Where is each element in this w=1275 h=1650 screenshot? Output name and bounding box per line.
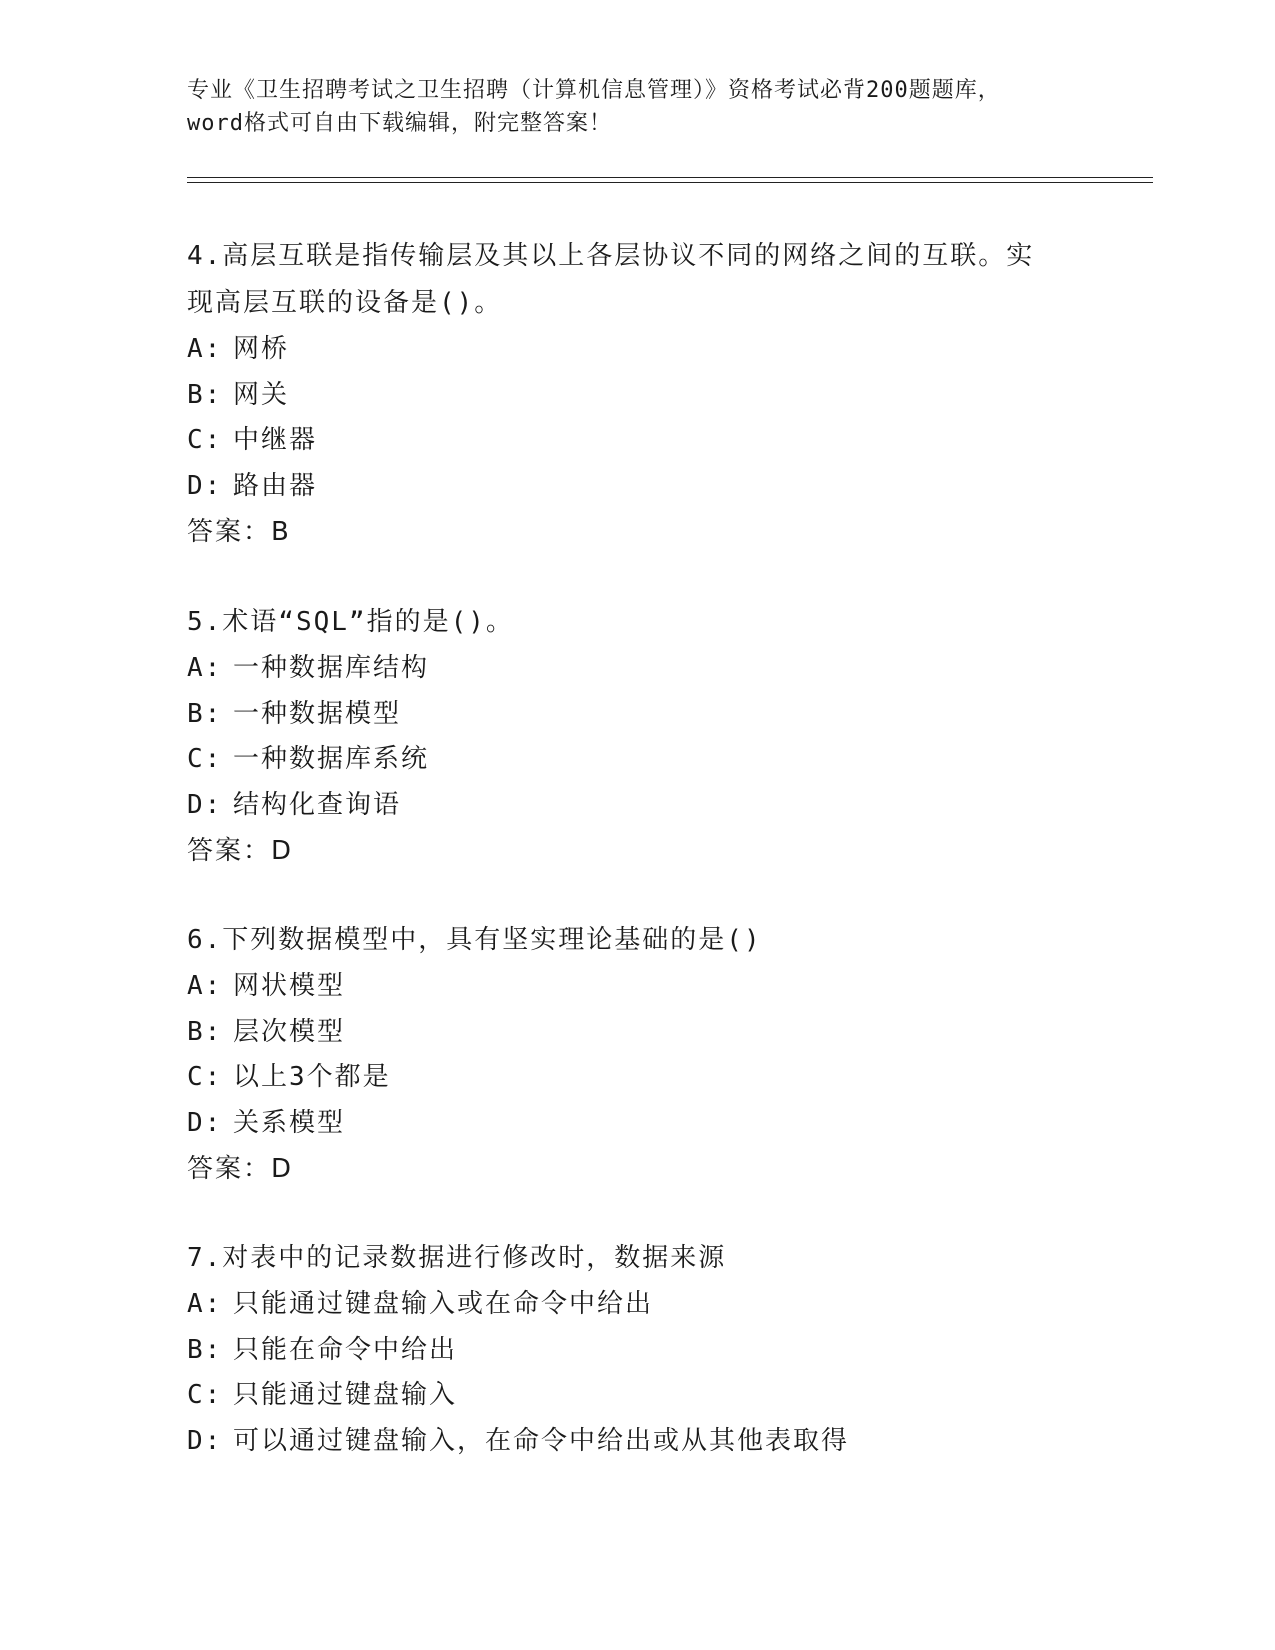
question-4: [187, 233, 1087, 555]
option-key: A:: [187, 334, 223, 364]
option-c: [187, 1055, 1087, 1101]
option-text: 网关: [233, 379, 290, 410]
option-key: A:: [187, 971, 223, 1001]
option-text: 路由器: [233, 470, 318, 501]
option-text: 关系模型: [233, 1107, 346, 1138]
option-a: [187, 327, 1087, 373]
question-stem: [187, 917, 1087, 964]
option-text: 可以通过键盘输入，在命令中给出或从其他表取得: [233, 1425, 850, 1456]
option-c: [187, 1373, 1087, 1419]
option-key: C:: [187, 425, 223, 455]
option-text: 中继器: [233, 425, 318, 455]
question-stem: [187, 1235, 1087, 1282]
option-text: 结构化查询语: [233, 789, 402, 820]
option-b: [187, 373, 1087, 419]
question-stem: [187, 599, 1087, 646]
question-stem-line: 4.高层互联是指传输层及其以上各层协议不同的网络之间的互联。实: [187, 241, 1035, 271]
option-text: 只能通过键盘输入或在命令中给出: [233, 1289, 654, 1319]
option-key: D:: [187, 470, 223, 501]
question-7: [187, 1235, 1087, 1464]
answer-line: 答案：B: [187, 517, 291, 547]
option-b: [187, 1328, 1087, 1374]
option-d: [187, 1101, 1087, 1147]
question-stem: [187, 233, 1087, 327]
header-divider-bottom: [187, 182, 1153, 183]
document-header: [187, 74, 1087, 140]
header-line-1: 专业《卫生招聘考试之卫生招聘（计算机信息管理）》资格考试必背200题题库，: [187, 78, 1001, 103]
option-key: B:: [187, 1334, 223, 1365]
option-b: [187, 1010, 1087, 1056]
header-divider-top: [187, 177, 1153, 178]
option-key: D:: [187, 1425, 223, 1456]
option-c: [187, 737, 1087, 783]
option-key: A:: [187, 1289, 223, 1319]
option-text: 网桥: [233, 334, 290, 364]
answer-line: 答案：D: [187, 1154, 294, 1184]
option-d: [187, 783, 1087, 829]
answer-line: 答案：D: [187, 836, 294, 866]
option-key: D:: [187, 1107, 223, 1138]
option-b: [187, 692, 1087, 738]
option-text: 只能通过键盘输入: [233, 1380, 458, 1410]
option-key: B:: [187, 1016, 223, 1047]
option-d: [187, 464, 1087, 510]
question-stem-line: 5.术语“SQL”指的是()。: [187, 607, 514, 637]
option-key: B:: [187, 379, 223, 410]
question-5: [187, 599, 1087, 874]
option-text: 层次模型: [233, 1016, 346, 1047]
option-key: D:: [187, 789, 223, 820]
option-a: [187, 646, 1087, 692]
option-text: 一种数据库系统: [233, 744, 430, 774]
option-c: [187, 418, 1087, 464]
question-stem-line: 7.对表中的记录数据进行修改时，数据来源: [187, 1243, 727, 1273]
option-text: 一种数据模型: [233, 698, 402, 729]
option-a: [187, 964, 1087, 1010]
question-stem-line: 6.下列数据模型中，具有坚实理论基础的是(): [187, 925, 762, 955]
option-key: C:: [187, 744, 223, 774]
option-d: [187, 1419, 1087, 1465]
header-line-2: word格式可自由下载编辑，附完整答案！: [187, 111, 612, 136]
option-key: C:: [187, 1062, 223, 1092]
option-text: 一种数据库结构: [233, 653, 430, 683]
option-key: C:: [187, 1380, 223, 1410]
option-a: [187, 1282, 1087, 1328]
option-text: 网状模型: [233, 971, 346, 1001]
option-key: A:: [187, 653, 223, 683]
option-text: 以上3个都是: [233, 1062, 391, 1092]
question-6: [187, 917, 1087, 1192]
option-key: B:: [187, 698, 223, 729]
question-stem-line: 现高层互联的设备是()。: [187, 288, 503, 318]
option-text: 只能在命令中给出: [233, 1334, 458, 1365]
